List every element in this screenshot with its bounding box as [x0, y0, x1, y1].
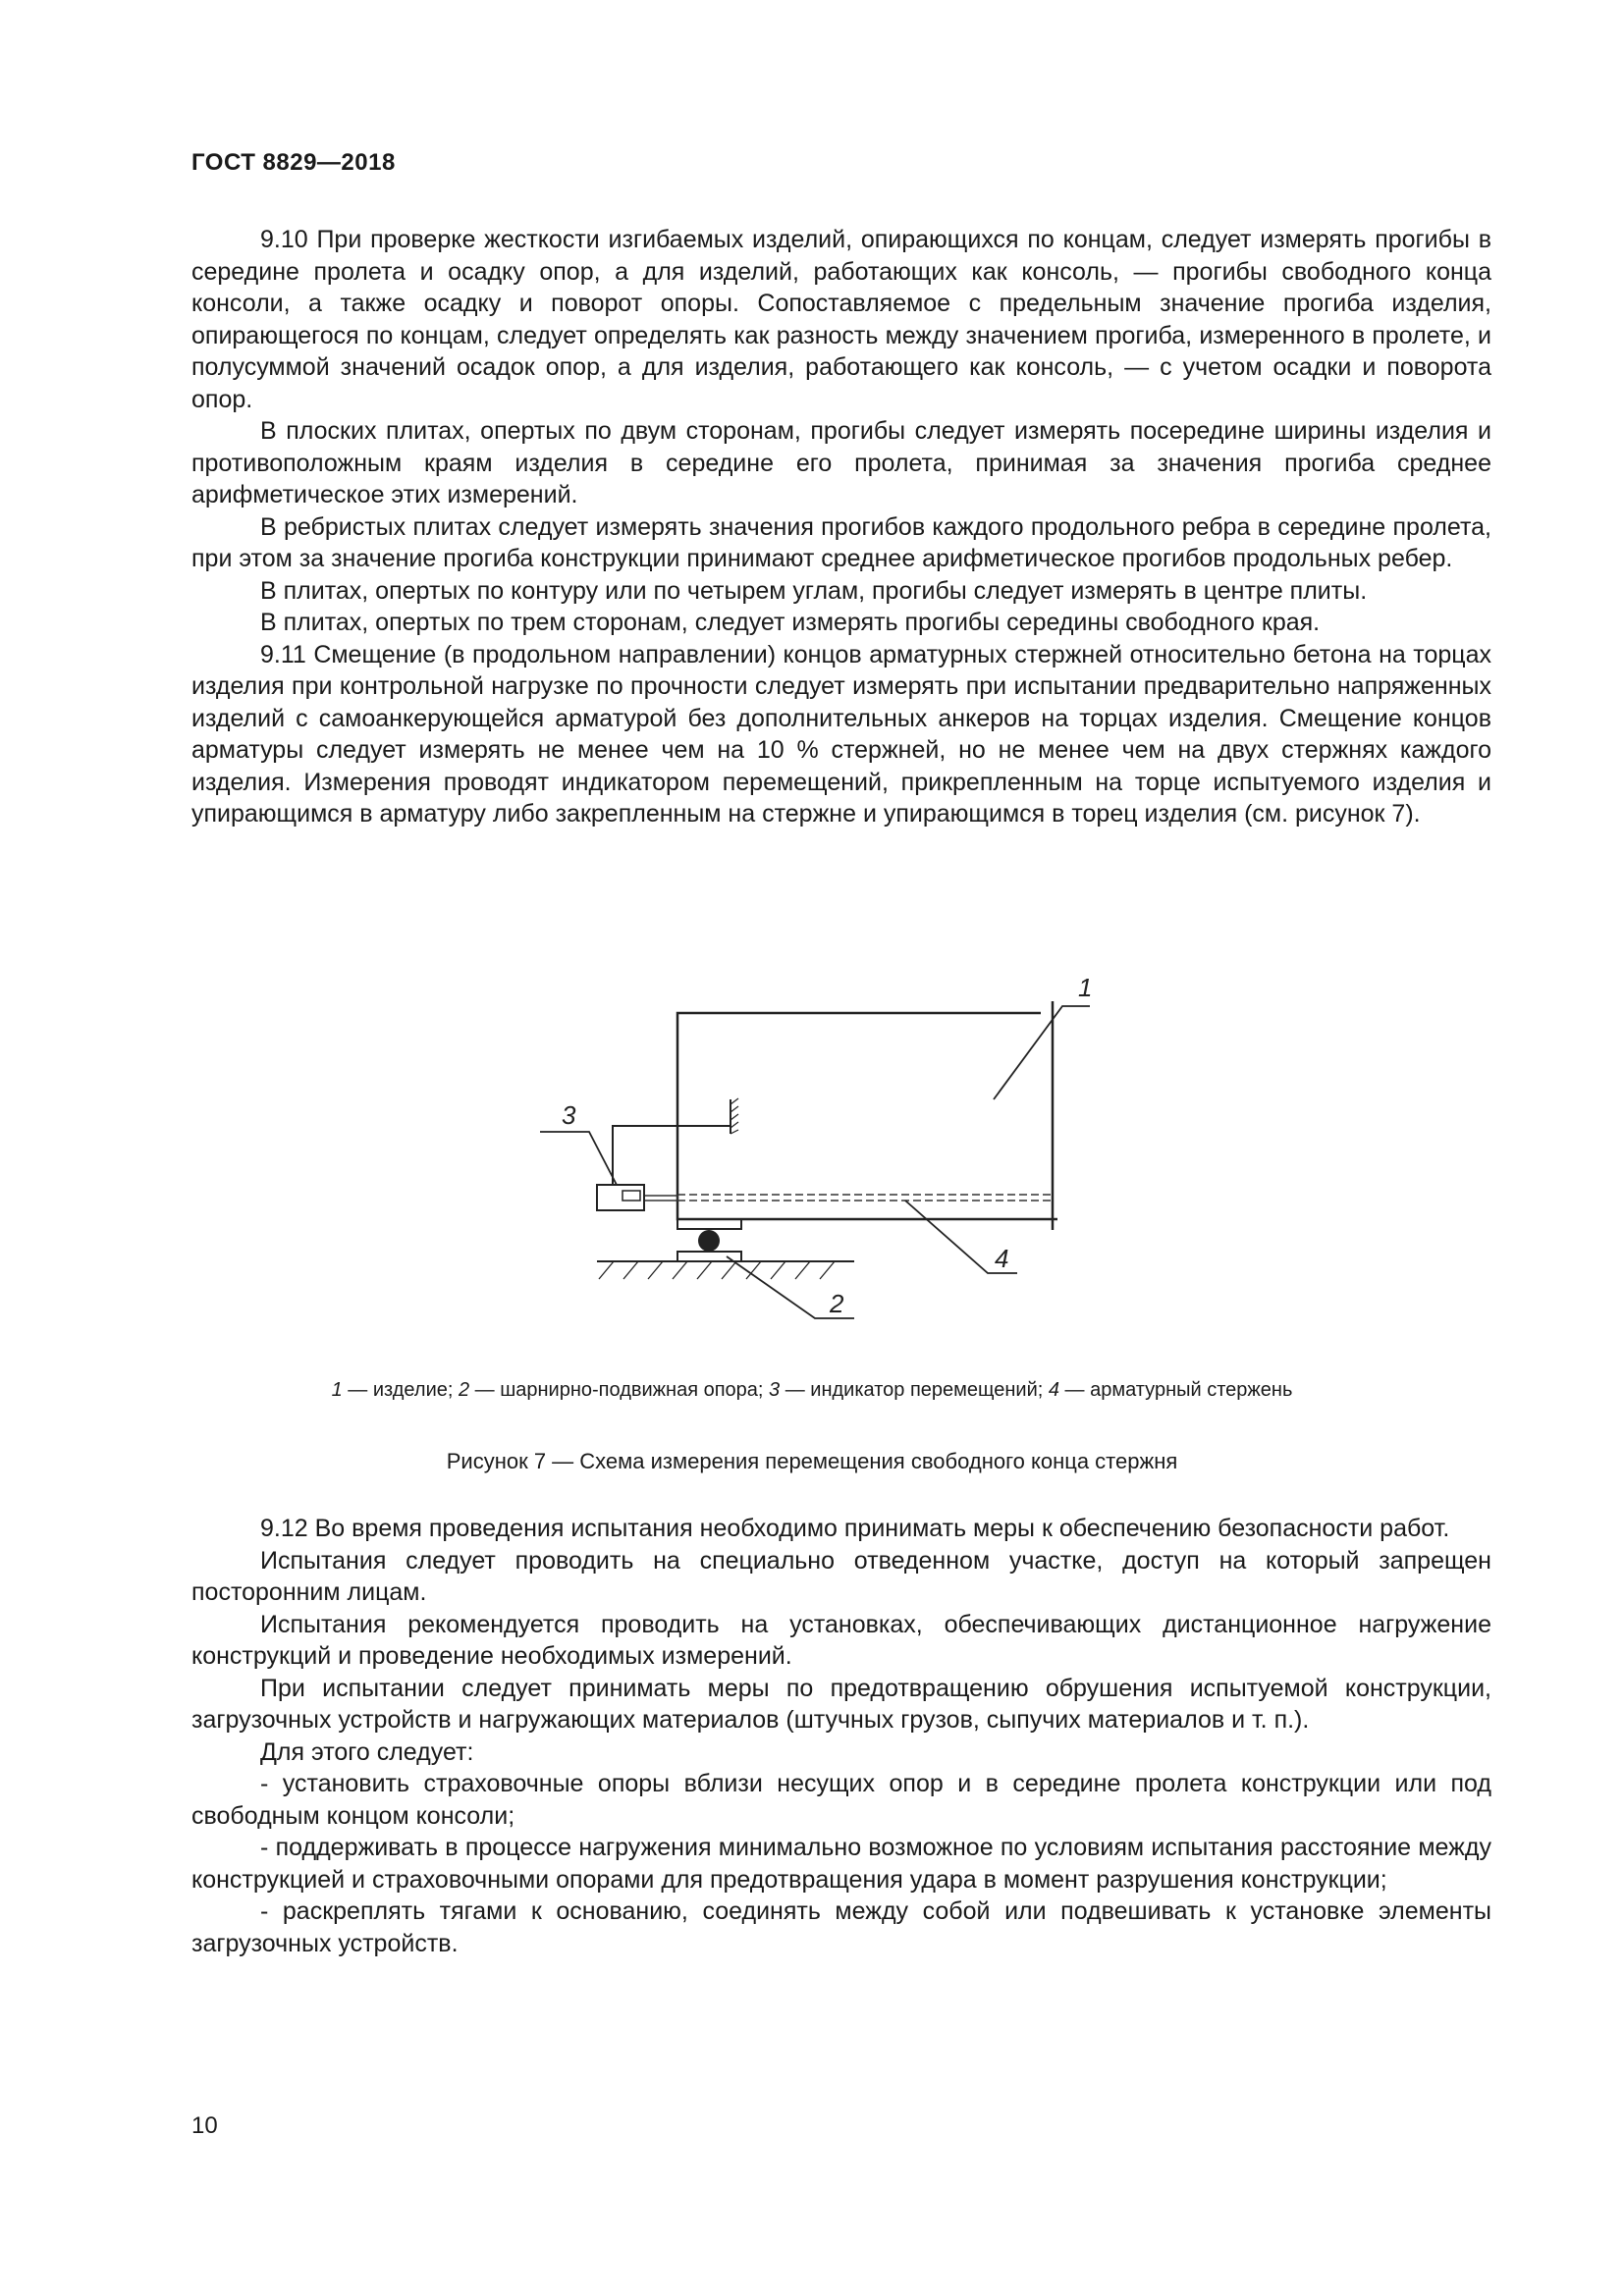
ground-hatch [599, 1261, 835, 1279]
indicator-dial [623, 1191, 640, 1201]
legend-text-4: — арматурный стержень [1059, 1379, 1293, 1401]
legend-text-3: — индикатор перемещений; [780, 1379, 1049, 1401]
measurement-scheme-drawing [562, 957, 1198, 1330]
paragraph-contour-slabs: В плитах, опертых по контуру или по четырем углам, прогибы следует измерять в центре плиты. [260, 576, 1368, 605]
list-item-brace-devices: - раскреплять тягами к основанию, соединять между собой или подвешивать к установке элементы загрузочных устройств. [191, 1897, 1491, 1957]
paragraph-ribbed-slabs: В ребристых плитах следует измерять значения прогибов каждого продольного ребра в середине пролета, при этом за значение прогиба конструкции принимают среднее арифметическое прогибов продольных ребер. [191, 512, 1491, 572]
legend-num-1: 1 [331, 1379, 343, 1401]
list-item-keep-distance: - поддерживать в процессе нагружения минимально возможное по условиям испытания расстояние между конструкцией и страховочными опорами для предотвращения удара в момент разрушения конструкции; [191, 1834, 1491, 1894]
figure-legend [0, 1379, 1624, 1402]
product-outline [677, 1013, 1057, 1219]
section-9-12 [191, 1513, 1491, 1959]
paragraph-three-side-slabs: В плитах, опертых по трем сторонам, следует измерять прогибы середины свободного края. [260, 609, 1321, 636]
paragraph-remote-loading: Испытания рекомендуется проводить на установках, обеспечивающих дистанционное нагружение конструкций и проведение необходимых измерений. [191, 1610, 1491, 1670]
legend-num-4: 4 [1048, 1379, 1059, 1401]
callout-3: 3 [562, 1100, 576, 1130]
arm-anchor-hatch [731, 1098, 738, 1134]
legend-text-2: — шарнирно-подвижная опора; [469, 1379, 770, 1401]
paragraph-9-12: 9.12 Во время проведения испытания необходимо принимать меры к обеспечению безопасности работ. [260, 1515, 1450, 1542]
paragraph-9-10: 9.10 При проверке жесткости изгибаемых изделий, опирающихся по концам, следует измерять прогибы в середине пролета и осадку опор, а для изделий, работающих как консоль, — прогибы свободного конца консоли, а также осадку и поворот опоры. Сопоставляемое с предельным значение прогиба изделия, опирающегося по концам, следует определять как разность между значением прогиба, измеренного в пролете, и полусуммой значений осадок опор, а для изделия, работающего как консоль, — с учетом осадки и поворота опор. [191, 226, 1491, 413]
paragraph-9-11: 9.11 Смещение (в продольном направлении) концов арматурных стержней относительно бетона на торцах изделия при контрольной нагрузке по прочности следует измерять при испытании предварительно напряженных изделий с самоанкерующейся арматурой без дополнительных анкеров на торцах изделия. Смещение концов арматуры следует измерять не менее чем на 10 % стержней, но не менее чем на двух стержнях каждого изделия. Измерения проводят индикатором перемещений, прикрепленным на торце испытуемого изделия и упирающимся в арматуру либо закрепленным на стержне и упирающимся в торец изделия (см. рисунок 7). [191, 640, 1491, 828]
callout-4: 4 [995, 1244, 1009, 1273]
document-header: ГОСТ 8829—2018 [191, 149, 396, 176]
callout-2: 2 [830, 1289, 844, 1318]
figure-caption: Рисунок 7 — Схема измерения перемещения свободного конца стержня [446, 1449, 1178, 1473]
support-roller [698, 1230, 720, 1252]
section-9-10-9-11 [191, 224, 1491, 830]
callout-1: 1 [1078, 973, 1093, 1002]
leader-line-3 [540, 1132, 617, 1185]
paragraph-collapse-prevention: При испытании следует принимать меры по предотвращению обрушения испытуемой конструкции, загрузочных устройств и нагружающих материалов (штучных грузов, сыпучих материалов и т. п.). [191, 1674, 1491, 1734]
legend-num-2: 2 [458, 1379, 470, 1401]
paragraph-for-this: Для этого следует: [260, 1737, 474, 1766]
paragraph-flat-slabs: В плоских плитах, опертых по двум сторонам, прогибы следует измерять посередине ширины изделия и противоположным краям изделия в середине его пролета, принимая за значения прогиба среднее арифметическое этих измерений. [191, 417, 1491, 508]
legend-num-3: 3 [769, 1379, 781, 1401]
page-number: 10 [191, 2112, 218, 2139]
bar-free-end [644, 1196, 677, 1201]
indicator-arm [613, 1126, 730, 1185]
support-top-plate [677, 1219, 741, 1229]
figure-7-diagram [562, 957, 1198, 1335]
leader-line-1 [994, 1006, 1090, 1099]
paragraph-test-area: Испытания следует проводить на специально отведенном участке, доступ на который запрещен посторонним лицам. [191, 1546, 1491, 1606]
list-item-safety-supports: - установить страховочные опоры вблизи несущих опор и в середине пролета конструкции или под свободным концом консоли; [191, 1770, 1491, 1830]
displacement-indicator [597, 1185, 644, 1210]
legend-text-1: — изделие; [342, 1379, 459, 1401]
